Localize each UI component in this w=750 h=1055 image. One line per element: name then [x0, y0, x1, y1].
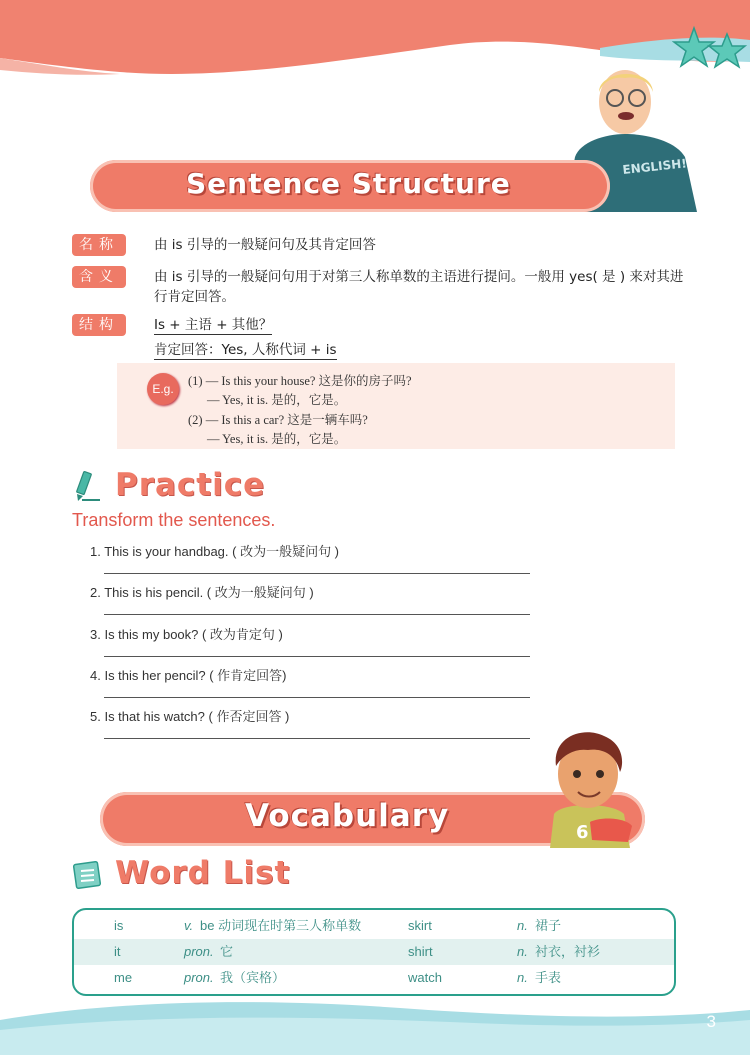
sentence-structure-banner: [90, 160, 610, 212]
vocabulary-title: Vocabulary: [245, 798, 450, 834]
question-1: 1. This is your handbag. ( 改为一般疑问句 ): [90, 544, 340, 559]
answer-line-5[interactable]: [104, 738, 530, 739]
part-of-speech: n.: [517, 918, 528, 933]
question-4: 4. Is this her pencil? ( 作肯定回答): [90, 668, 287, 683]
example-line: — Yes, it is. 是的，它是。: [207, 393, 347, 407]
boy-illustration: [532, 722, 642, 848]
meaning: be 动词现在时第三人称单数: [200, 918, 362, 933]
example-line: (2) — Is this a car? 这是一辆车吗?: [188, 413, 368, 427]
meaning: 它: [220, 944, 234, 959]
tag-structure: 结构: [72, 314, 126, 336]
answer-line-1[interactable]: [104, 573, 530, 574]
question-3: 3. Is this my book? ( 改为肯定句 ): [90, 627, 283, 642]
sentence-structure-title: Sentence Structure: [186, 167, 511, 200]
bottom-wave-decoration: [0, 990, 750, 1055]
page-number: 3: [706, 1012, 716, 1031]
answer-line-4[interactable]: [104, 697, 530, 698]
structure-formula: Is + 主语 + 其他？: [154, 317, 273, 333]
pencil-icon: [72, 470, 102, 502]
meaning-text: 由 is 引导的一般疑问句用于对第三人称单数的主语进行提问。一般用 yes( 是 ) 来对其进: [154, 269, 684, 285]
answer-line-2[interactable]: [104, 614, 530, 615]
word-row: [74, 913, 674, 939]
list-icon: [72, 860, 104, 890]
part-of-speech: pron.: [184, 970, 214, 985]
word: skirt: [408, 918, 432, 933]
word-row: [74, 965, 674, 991]
word: is: [114, 918, 124, 933]
word: it: [114, 944, 121, 959]
teacher-shirt-text: ENGLISH!: [621, 156, 688, 177]
tag-meaning: 含义: [72, 266, 126, 288]
practice-title: Practice: [115, 467, 266, 503]
meaning-text-cont: 行肯定回答。: [154, 289, 235, 305]
question-2: 2. This is his pencil. ( 改为一般疑问句 ): [90, 585, 314, 600]
part-of-speech: n.: [517, 944, 528, 959]
word-row: [74, 939, 674, 965]
example-badge: E.g.: [147, 373, 179, 405]
word: me: [114, 970, 133, 985]
practice-instruction: Transform the sentences.: [72, 510, 276, 530]
question-5: 5. Is that his watch? ( 作否定回答 ): [90, 709, 290, 724]
example-line: — Yes, it is. 是的，它是。: [207, 432, 347, 446]
part-of-speech: v.: [184, 918, 194, 933]
meaning: 我（宾格）: [220, 970, 286, 985]
word: shirt: [408, 944, 433, 959]
word-list-table: [72, 908, 676, 996]
meaning: 手表: [535, 970, 562, 985]
part-of-speech: n.: [517, 970, 528, 985]
part-of-speech: pron.: [184, 944, 214, 959]
meaning: 裙子: [535, 918, 562, 933]
vocabulary-badge-number: 6: [576, 822, 589, 843]
name-text: 由 is 引导的一般疑问句及其肯定回答: [154, 237, 376, 253]
tag-name: 名称: [72, 234, 126, 256]
structure-answer: 肯定回答：Yes, 人称代词 + is: [154, 342, 337, 358]
example-line: (1) — Is this your house? 这是你的房子吗?: [188, 374, 412, 388]
word-list-title: Word List: [115, 855, 291, 891]
answer-line-3[interactable]: [104, 656, 530, 657]
meaning: 衬衣，衬衫: [535, 944, 601, 959]
word: watch: [408, 970, 442, 985]
